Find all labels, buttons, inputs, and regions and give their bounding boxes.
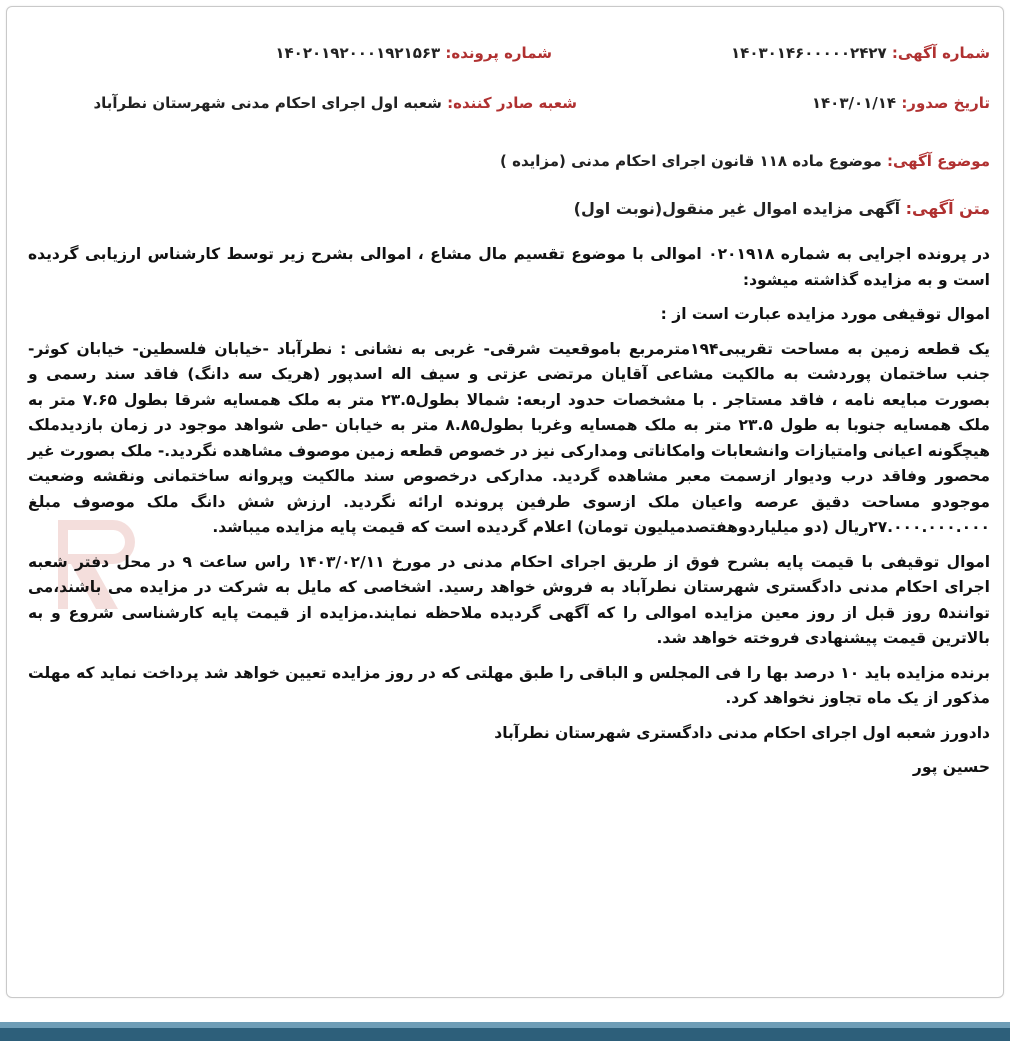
text-label: متن آگهی: [905,199,990,218]
subject: موضوع ماده ۱۱۸ قانون اجرای احکام مدنی (مزایده ) [500,152,882,170]
subject-label: موضوع آگهی: [886,152,990,170]
issuer-row [93,94,577,112]
case-number-row [275,44,552,62]
bottom-bar [0,1022,1010,1041]
issue-date-label: تاریخ صدور: [901,94,990,112]
issue-date: ۱۴۰۳/۰۱/۱۴ [811,94,897,112]
issue-date-row [812,94,990,112]
ad-number-label: شماره آگهی: [891,44,990,62]
signature-name: حسین پور [912,758,990,776]
paragraph-property-heading: اموال توقیفی مورد مزایده عبارت است از : [660,305,990,323]
case-number: ۱۴۰۲۰۱۹۲۰۰۰۱۹۲۱۵۶۳ [275,44,441,62]
subject-row [500,152,990,170]
paragraph-intro: در پرونده اجرایی به شماره ۰۲۰۱۹۱۸ اموالی با موضوع تقسیم مال مشاع ، اموالی بشرح زیر توسط کارشناس ارزیابی گردیده است و به مزایده گذاشته میشود: [28,245,990,289]
notice-title: آگهی مزایده اموال غیر منقول(نوبت اول) [573,199,901,218]
ad-number-row [731,44,990,62]
paragraph-payment-terms: برنده مزایده باید ۱۰ درصد بها را فی المجلس و الباقی را طبق مهلتی که در روز مزایده تعیین خواهد شد پرداخت نماید که مهلت مذکور از یک ماه تجاوز نخواهد کرد. [28,663,991,707]
issuer: شعبه اول اجرای احکام مدنی شهرستان نطرآباد [93,94,442,112]
notice-body [28,242,990,790]
paragraph-property-description: یک قطعه زمین به مساحت تقریبی۱۹۴مترمربع باموقعیت شرقی- غربی به نشانی : نطرآباد -خیابان فلسطین- خیابان کوثر- جنب ساختمان پوردشت به مالکیت مشاعی آقایان مرتضی عزتی و سیف اله اسدپور (هریک سه دانگ) فاقد سند رسمی و بصورت مبایعه نامه ، فاقد مستاجر . با مشخصات حدود اربعه: شمالا بطول۲۳.۵ متر به ملک همسایه شرقا بطول ۷.۶۵ متر به ملک همسایه جنوبا به طول ۲۳.۵ متر به ملک همسایه وغربا بطول۸.۸۵ متر به خیابان -طی شواهد موجود در زمان بازدیدملک هیچگونه اعیانی وامتیازات وانشعابات وامکاناتی ومدارکی نیز در خصوص قطعه زمین موصوف مشاهده نگردید.- ملک بصورت غیر محصور وفاقد درب ودیوار ازسمت معبر مشاهده گردید. مدارکی درخصوص سند مالکیت وپروانه ساختمانی ونقشه وضعیت موجودو مساحت دقیق عرصه واعیان ملک ازسوی طرفین پرونده ارائه نگردید. ارزش شش دانگ ملک موصوف مبلغ ۲۷.۰۰۰.۰۰۰.۰۰۰ریال (دو میلیاردوهفتصدمیلیون تومان) اعلام گردیده است که قیمت پایه مزایده میباشد. [28,339,991,536]
case-number-label: شماره پرونده: [445,44,552,62]
issuer-label: شعبه صادر کننده: [447,94,577,112]
title-row [574,199,990,218]
signature-line: دادورز شعبه اول اجرای احکام مدنی دادگستری شهرستان نطرآباد [494,723,990,742]
ad-number: ۱۴۰۳۰۱۴۶۰۰۰۰۰۲۴۲۷ [731,44,887,62]
bottom-bar-highlight [0,1022,1010,1028]
paragraph-auction-terms: اموال توقیفی با قیمت پایه بشرح فوق از طریق اجرای احکام مدنی در مورخ ۱۴۰۳/۰۲/۱۱ راس ساعت ۹ در محل دفتر شعبه اجرای احکام مدنی دادگستری شهرستان نطرآباد به فروش خواهد رسید. اشخاصی که مایل به شرکت در مزایده می باشند،می توانند۵ روز قبل از روز معین مزایده اموالی را که آگهی گردیده ملاحظه نمایند.مزایده از قیمت پایه کارشناسی شروع و به بالاترین قیمت پیشنهادی فروخته خواهد شد. [28,552,991,647]
